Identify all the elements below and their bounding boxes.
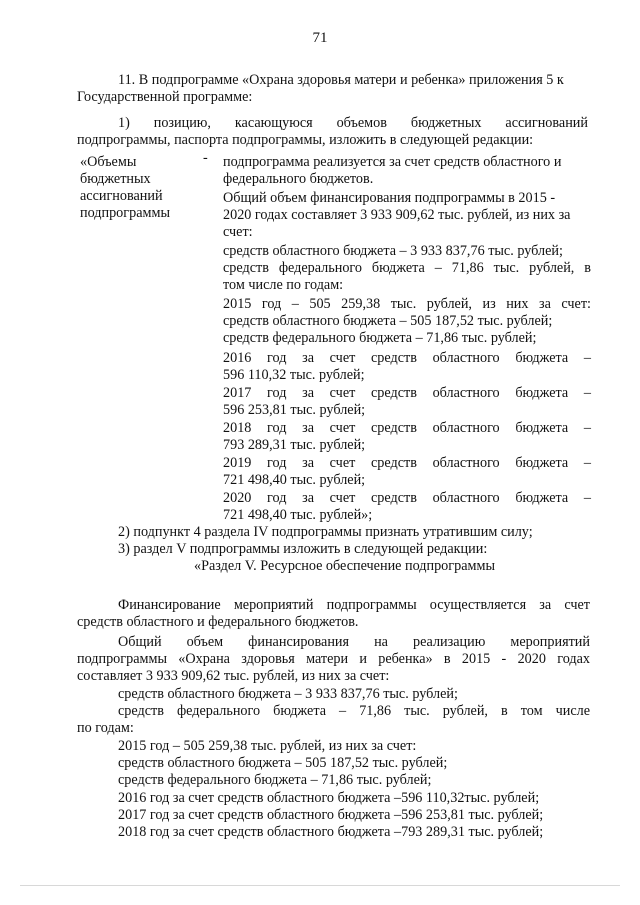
intro-line-4: подпрограммы, паспорта подпрограммы, изложить в следующей редакции: bbox=[77, 132, 534, 148]
body-federal-total-line-1: средств федерального бюджета – 71,86 тыс. рублей, в том числе bbox=[118, 703, 590, 719]
body-regional-total: средств областного бюджета – 3 933 837,76 тыс. рублей; bbox=[118, 686, 458, 702]
item-3: 3) раздел V подпрограммы изложить в следующей редакции: bbox=[118, 541, 488, 557]
body-year-2015-federal: средств федерального бюджета – 71,86 тыс. рублей; bbox=[118, 772, 432, 788]
passport-value-line: 721 498,40 тыс. рублей»; bbox=[223, 507, 373, 523]
passport-label-2: бюджетных bbox=[80, 171, 151, 187]
body-federal-total-line-2: по годам: bbox=[77, 720, 134, 736]
intro-line-2: Государственной программе: bbox=[77, 89, 253, 105]
section-title: «Раздел V. Ресурсное обеспечение подпрограммы bbox=[194, 558, 495, 574]
body-year-2016: 2016 год за счет средств областного бюджета –596 110,32тыс. рублей; bbox=[118, 790, 540, 806]
intro-line-3: 1) позицию, касающуюся объемов бюджетных ассигнований bbox=[118, 115, 588, 131]
intro-line-1: 11. В подпрограмме «Охрана здоровья матери и ребенка» приложения 5 к bbox=[118, 72, 564, 88]
passport-value-line: 2020 год за счет средств областного бюджета – bbox=[223, 490, 591, 506]
body-paragraph-1-line-2: средств областного и федерального бюджетов. bbox=[77, 614, 359, 630]
passport-value-line: средств областного бюджета – 3 933 837,76 тыс. рублей; bbox=[223, 243, 563, 259]
passport-value-line: средств федерального бюджета – 71,86 тыс. рублей; bbox=[223, 330, 537, 346]
passport-value-line: том числе по годам: bbox=[223, 277, 344, 293]
body-year-2018: 2018 год за счет средств областного бюджета –793 289,31 тыс. рублей; bbox=[118, 824, 544, 840]
passport-value-line: средств областного бюджета – 505 187,52 тыс. рублей; bbox=[223, 313, 553, 329]
passport-value-line: Общий объем финансирования подпрограммы в 2015 - bbox=[223, 190, 556, 206]
passport-value-line: счет: bbox=[223, 224, 253, 240]
body-year-2015-regional: средств областного бюджета – 505 187,52 тыс. рублей; bbox=[118, 755, 448, 771]
passport-dash: - bbox=[203, 150, 208, 166]
passport-value-line: 2015 год – 505 259,38 тыс. рублей, из них за счет: bbox=[223, 296, 591, 312]
passport-value-line: 793 289,31 тыс. рублей; bbox=[223, 437, 366, 453]
passport-label-1: «Объемы bbox=[80, 154, 137, 170]
body-paragraph-2-line-1: Общий объем финансирования на реализацию мероприятий bbox=[118, 634, 590, 650]
page-number: 71 bbox=[312, 30, 328, 46]
body-paragraph-1-line-1: Финансирование мероприятий подпрограммы осуществляется за счет bbox=[118, 597, 590, 613]
passport-value-line: средств федерального бюджета – 71,86 тыс. рублей, в bbox=[223, 260, 591, 276]
passport-value-line: федерального бюджетов. bbox=[223, 171, 374, 187]
passport-value-line: 2016 год за счет средств областного бюджета – bbox=[223, 350, 591, 366]
body-paragraph-2-line-3: составляет 3 933 909,62 тыс. рублей, из них за счет: bbox=[77, 668, 390, 684]
passport-value-line: 2018 год за счет средств областного бюджета – bbox=[223, 420, 591, 436]
passport-value-line: подпрограмма реализуется за счет средств областного и bbox=[223, 154, 562, 170]
item-2: 2) подпункт 4 раздела IV подпрограммы признать утратившим силу; bbox=[118, 524, 533, 540]
passport-value-line: 2020 годах составляет 3 933 909,62 тыс. рублей, из них за bbox=[223, 207, 571, 223]
passport-value-line: 596 253,81 тыс. рублей; bbox=[223, 402, 366, 418]
passport-label-3: ассигнований bbox=[80, 188, 163, 204]
passport-value-line: 2019 год за счет средств областного бюджета – bbox=[223, 455, 591, 471]
scan-edge-line bbox=[20, 885, 620, 886]
passport-value-line: 721 498,40 тыс. рублей; bbox=[223, 472, 366, 488]
passport-label-4: подпрограммы bbox=[80, 205, 170, 221]
body-paragraph-2-line-2: подпрограммы «Охрана здоровья матери и ребенка» в 2015 - 2020 годах bbox=[77, 651, 590, 667]
passport-value-line: 596 110,32 тыс. рублей; bbox=[223, 367, 365, 383]
body-year-2017: 2017 год за счет средств областного бюджета –596 253,81 тыс. рублей; bbox=[118, 807, 544, 823]
body-year-2015: 2015 год – 505 259,38 тыс. рублей, из них за счет: bbox=[118, 738, 417, 754]
passport-value-line: 2017 год за счет средств областного бюджета – bbox=[223, 385, 591, 401]
